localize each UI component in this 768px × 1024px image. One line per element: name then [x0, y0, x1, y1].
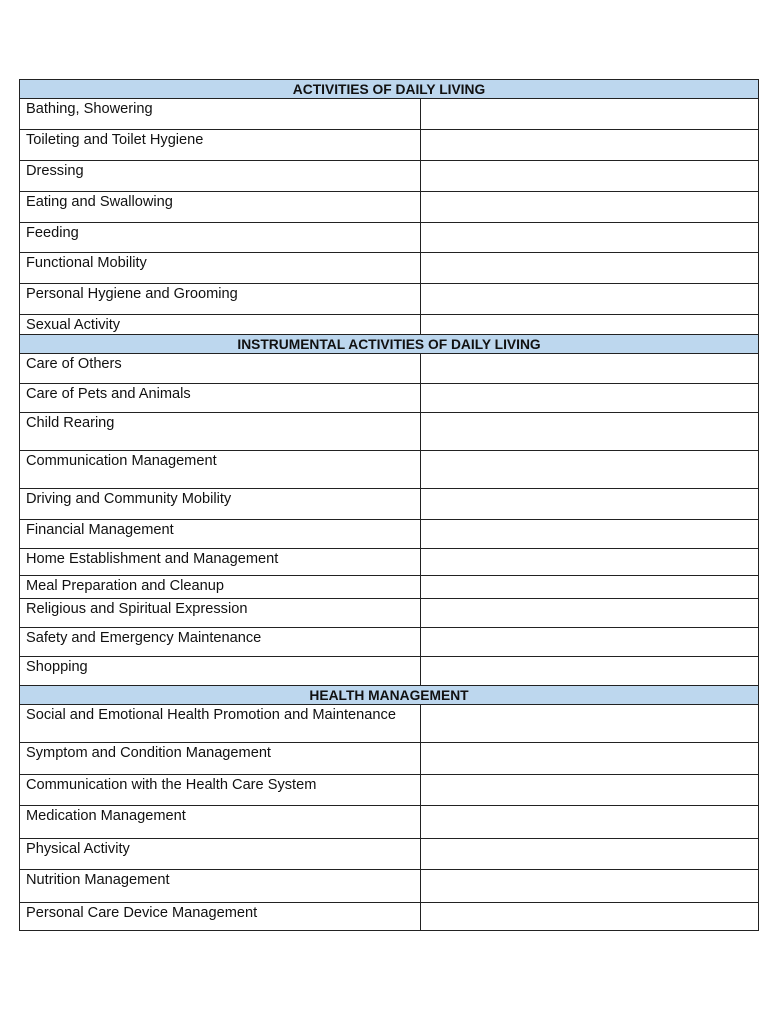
table-row: [20, 576, 759, 599]
activity-label: Nutrition Management: [20, 870, 421, 903]
table-row: [20, 253, 759, 284]
entry-cell[interactable]: [421, 599, 759, 628]
activity-label: Symptom and Condition Management: [20, 743, 421, 775]
activity-label: Shopping: [20, 657, 421, 686]
entry-cell[interactable]: [421, 253, 759, 284]
entry-cell[interactable]: [421, 775, 759, 806]
table-row: [20, 413, 759, 451]
table-row: [20, 315, 759, 335]
table-row: [20, 599, 759, 628]
table-row: [20, 130, 759, 161]
entry-cell[interactable]: [421, 384, 759, 413]
table-row: [20, 161, 759, 192]
section-header-row: [20, 80, 759, 99]
table-row: [20, 657, 759, 686]
activities-table: [19, 79, 759, 931]
table-row: [20, 384, 759, 413]
activity-label: Child Rearing: [20, 413, 421, 451]
activity-label: Social and Emotional Health Promotion and Maintenance: [20, 705, 421, 743]
entry-cell[interactable]: [421, 451, 759, 489]
entry-cell[interactable]: [421, 130, 759, 161]
activity-label: Physical Activity: [20, 839, 421, 870]
section-header-row: [20, 335, 759, 354]
entry-cell[interactable]: [421, 657, 759, 686]
activity-label: Communication with the Health Care System: [20, 775, 421, 806]
entry-cell[interactable]: [421, 489, 759, 520]
activity-label: Financial Management: [20, 520, 421, 549]
entry-cell[interactable]: [421, 284, 759, 315]
entry-cell[interactable]: [421, 354, 759, 384]
entry-cell[interactable]: [421, 520, 759, 549]
table-row: [20, 451, 759, 489]
entry-cell[interactable]: [421, 576, 759, 599]
section-header-health: HEALTH MANAGEMENT: [20, 686, 759, 705]
activity-label: Personal Hygiene and Grooming: [20, 284, 421, 315]
table-row: [20, 520, 759, 549]
activity-label: Feeding: [20, 223, 421, 253]
activity-label: Functional Mobility: [20, 253, 421, 284]
entry-cell[interactable]: [421, 161, 759, 192]
table-row: [20, 839, 759, 870]
table-row: [20, 806, 759, 839]
table-row: [20, 549, 759, 576]
table-row: [20, 223, 759, 253]
table-row: [20, 628, 759, 657]
activity-label: Driving and Community Mobility: [20, 489, 421, 520]
table-row: [20, 284, 759, 315]
entry-cell[interactable]: [421, 839, 759, 870]
section-header-iadl: INSTRUMENTAL ACTIVITIES OF DAILY LIVING: [20, 335, 759, 354]
activity-label: Religious and Spiritual Expression: [20, 599, 421, 628]
activity-label: Care of Others: [20, 354, 421, 384]
table-row: [20, 192, 759, 223]
table-row: [20, 903, 759, 931]
table-row: [20, 354, 759, 384]
entry-cell[interactable]: [421, 870, 759, 903]
table-row: [20, 775, 759, 806]
table-row: [20, 743, 759, 775]
entry-cell[interactable]: [421, 223, 759, 253]
activity-label: Bathing, Showering: [20, 99, 421, 130]
activity-label: Dressing: [20, 161, 421, 192]
table-row: [20, 99, 759, 130]
activity-label: Eating and Swallowing: [20, 192, 421, 223]
entry-cell[interactable]: [421, 315, 759, 335]
entry-cell[interactable]: [421, 705, 759, 743]
entry-cell[interactable]: [421, 99, 759, 130]
activity-label: Medication Management: [20, 806, 421, 839]
activity-label: Meal Preparation and Cleanup: [20, 576, 421, 599]
activity-label: Communication Management: [20, 451, 421, 489]
section-header-adl: ACTIVITIES OF DAILY LIVING: [20, 80, 759, 99]
entry-cell[interactable]: [421, 413, 759, 451]
section-header-row: [20, 686, 759, 705]
entry-cell[interactable]: [421, 806, 759, 839]
entry-cell[interactable]: [421, 192, 759, 223]
table-row: [20, 489, 759, 520]
activity-label: Personal Care Device Management: [20, 903, 421, 931]
activity-label: Home Establishment and Management: [20, 549, 421, 576]
entry-cell[interactable]: [421, 743, 759, 775]
entry-cell[interactable]: [421, 549, 759, 576]
activity-label: Sexual Activity: [20, 315, 421, 335]
table-row: [20, 705, 759, 743]
activity-label: Toileting and Toilet Hygiene: [20, 130, 421, 161]
entry-cell[interactable]: [421, 628, 759, 657]
table-row: [20, 870, 759, 903]
activity-label: Care of Pets and Animals: [20, 384, 421, 413]
activity-label: Safety and Emergency Maintenance: [20, 628, 421, 657]
entry-cell[interactable]: [421, 903, 759, 931]
